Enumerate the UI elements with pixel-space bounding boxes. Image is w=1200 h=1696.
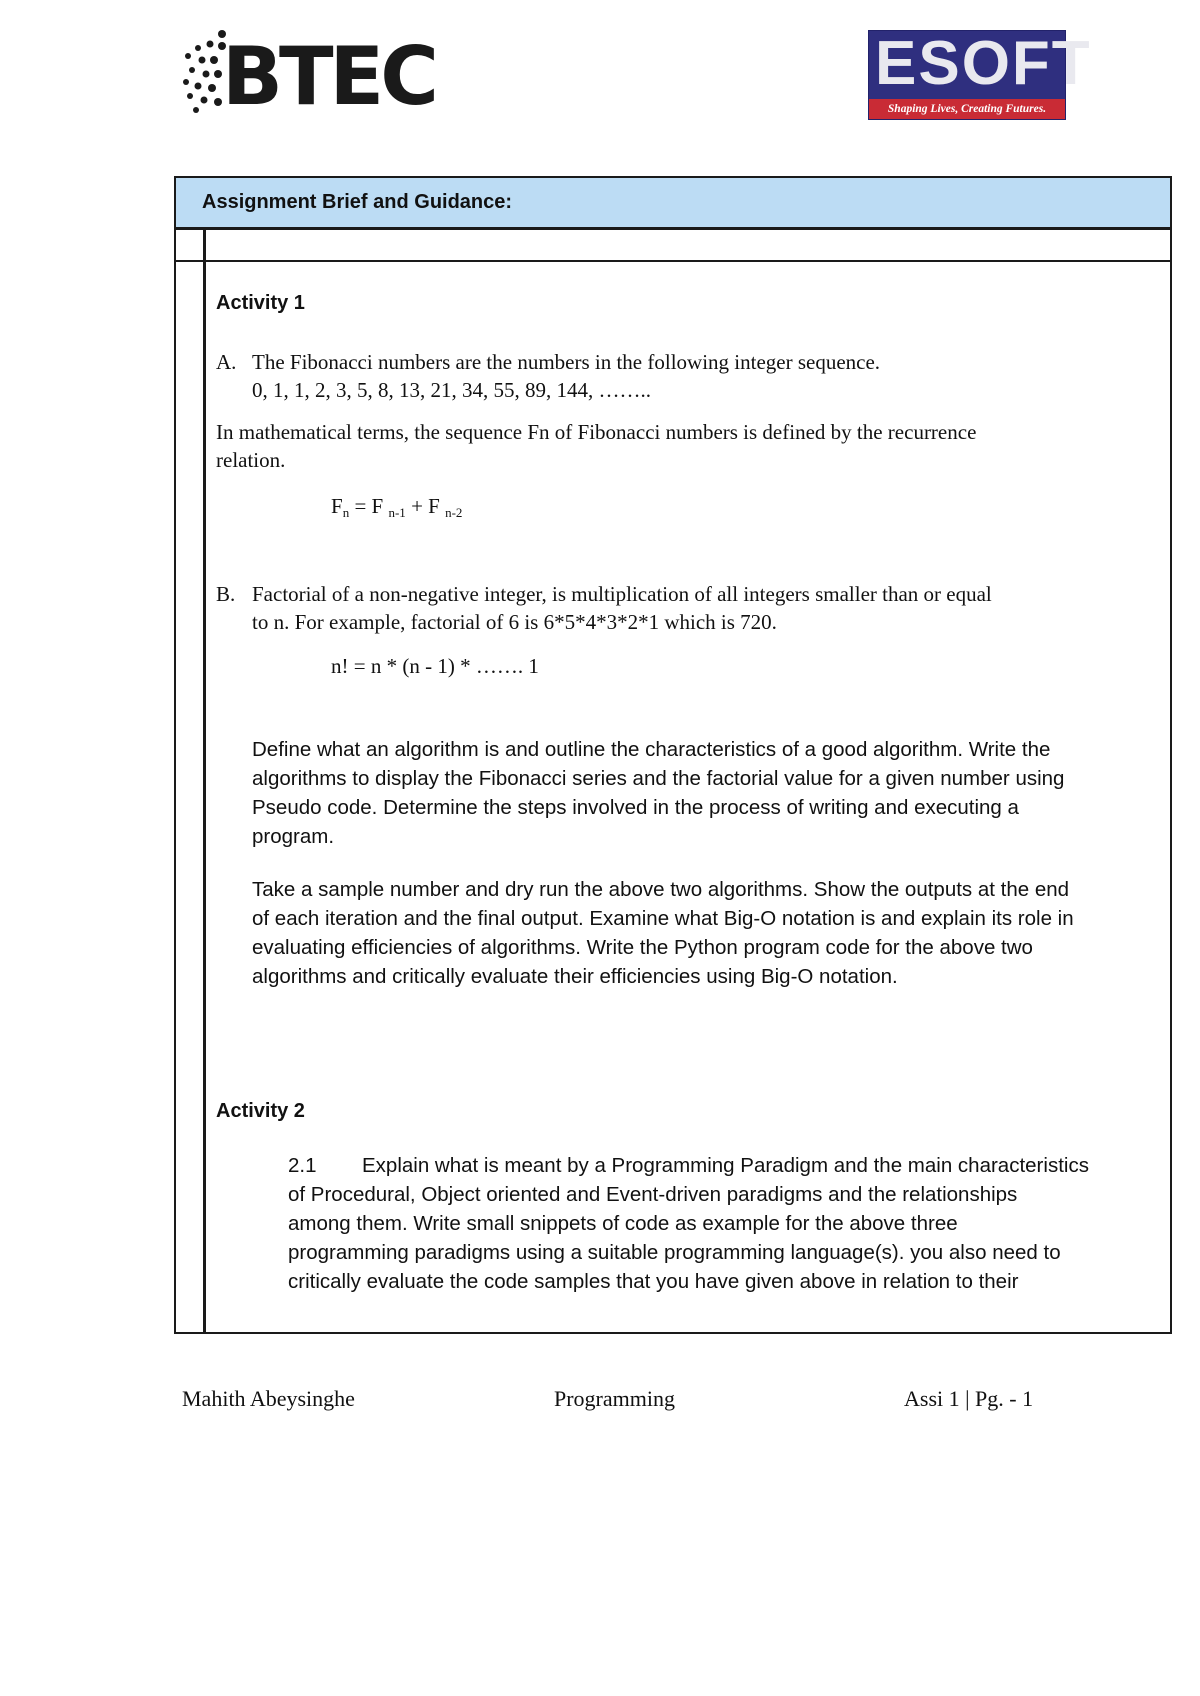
esoft-logo	[868, 29, 1092, 120]
btec-logo	[180, 26, 435, 123]
brief-spacer-row	[176, 230, 1170, 262]
left-column-divider	[203, 230, 206, 1332]
formula-eq: = F	[349, 494, 389, 518]
item-a-line1: The Fibonacci numbers are the numbers in the following integer sequence.	[252, 350, 881, 374]
recurrence-line1: In mathematical terms, the sequence Fn of Fibonacci numbers is defined by the recurrence	[216, 420, 977, 444]
formula-sub-n2: n-2	[445, 505, 463, 520]
item-b-line1: Factorial of a non-negative integer, is multiplication of all integers smaller than or equal	[252, 582, 992, 606]
activity2-heading: Activity 2	[216, 1100, 305, 1122]
fibonacci-formula	[331, 494, 462, 521]
item-2-1-number: 2.1	[288, 1154, 317, 1177]
factorial-formula: n! = n * (n - 1) * ……. 1	[331, 654, 539, 678]
activity1-heading: Activity 1	[216, 292, 305, 314]
assignment-brief-box	[174, 176, 1172, 1334]
brief-header-title: Assignment Brief and Guidance:	[202, 191, 513, 213]
item-2-1-line: programming paradigms using a suitable programming language(s). you also need to	[288, 1241, 1061, 1264]
formula-sub-n1: n-1	[388, 505, 406, 520]
brief-header	[176, 178, 1170, 230]
item-b-line2: to n. For example, factorial of 6 is 6*5*4*3*2*1 which is 720.	[252, 610, 777, 634]
formula-f: F	[331, 494, 343, 518]
task2-line: of each iteration and the final output. Examine what Big-O notation is and explain its role in	[252, 907, 1074, 930]
formula-plus: + F	[405, 494, 446, 518]
item-a-label: A.	[216, 350, 237, 374]
item-b-label: B.	[216, 582, 236, 606]
task1-line: Define what an algorithm is and outline the characteristics of a good algorithm. Write the	[252, 738, 1051, 761]
footer-subject: Programming	[554, 1386, 675, 1411]
fibonacci-sequence: 0, 1, 1, 2, 3, 5, 8, 13, 21, 34, 55, 89, 144, ……..	[252, 378, 651, 402]
esoft-tagline: Shaping Lives, Creating Futures.	[869, 99, 1065, 119]
item-2-1-line: among them. Write small snippets of code as example for the above three	[288, 1212, 958, 1235]
task1-line: algorithms to display the Fibonacci series and the factorial value for a given number using	[252, 767, 1065, 790]
formula-sub-n: n	[342, 505, 350, 520]
btec-logo-text: BTEC	[222, 30, 435, 123]
footer-page-number: Assi 1 | Pg. - 1	[904, 1386, 1034, 1411]
esoft-logo-text: ESOFT	[875, 29, 1092, 98]
task1-line: Pseudo code. Determine the steps involved in the process of writing and executing a	[252, 796, 1019, 819]
task1-line: program.	[252, 825, 335, 848]
footer-author: Mahith Abeysinghe	[182, 1386, 355, 1411]
item-2-1-line: Explain what is meant by a Programming Paradigm and the main characteristics	[362, 1154, 1089, 1177]
recurrence-line2: relation.	[216, 448, 286, 472]
item-2-1-line: of Procedural, Object oriented and Event-driven paradigms and the relationships	[288, 1183, 1018, 1206]
task2-line: algorithms and critically evaluate their efficiencies using Big-O notation.	[252, 965, 898, 988]
task2-line: evaluating efficiencies of algorithms. Write the Python program code for the above two	[252, 936, 1033, 959]
task2-line: Take a sample number and dry run the above two algorithms. Show the outputs at the end	[252, 878, 1070, 901]
item-2-1-line: critically evaluate the code samples that you have given above in relation to their	[288, 1270, 1019, 1293]
